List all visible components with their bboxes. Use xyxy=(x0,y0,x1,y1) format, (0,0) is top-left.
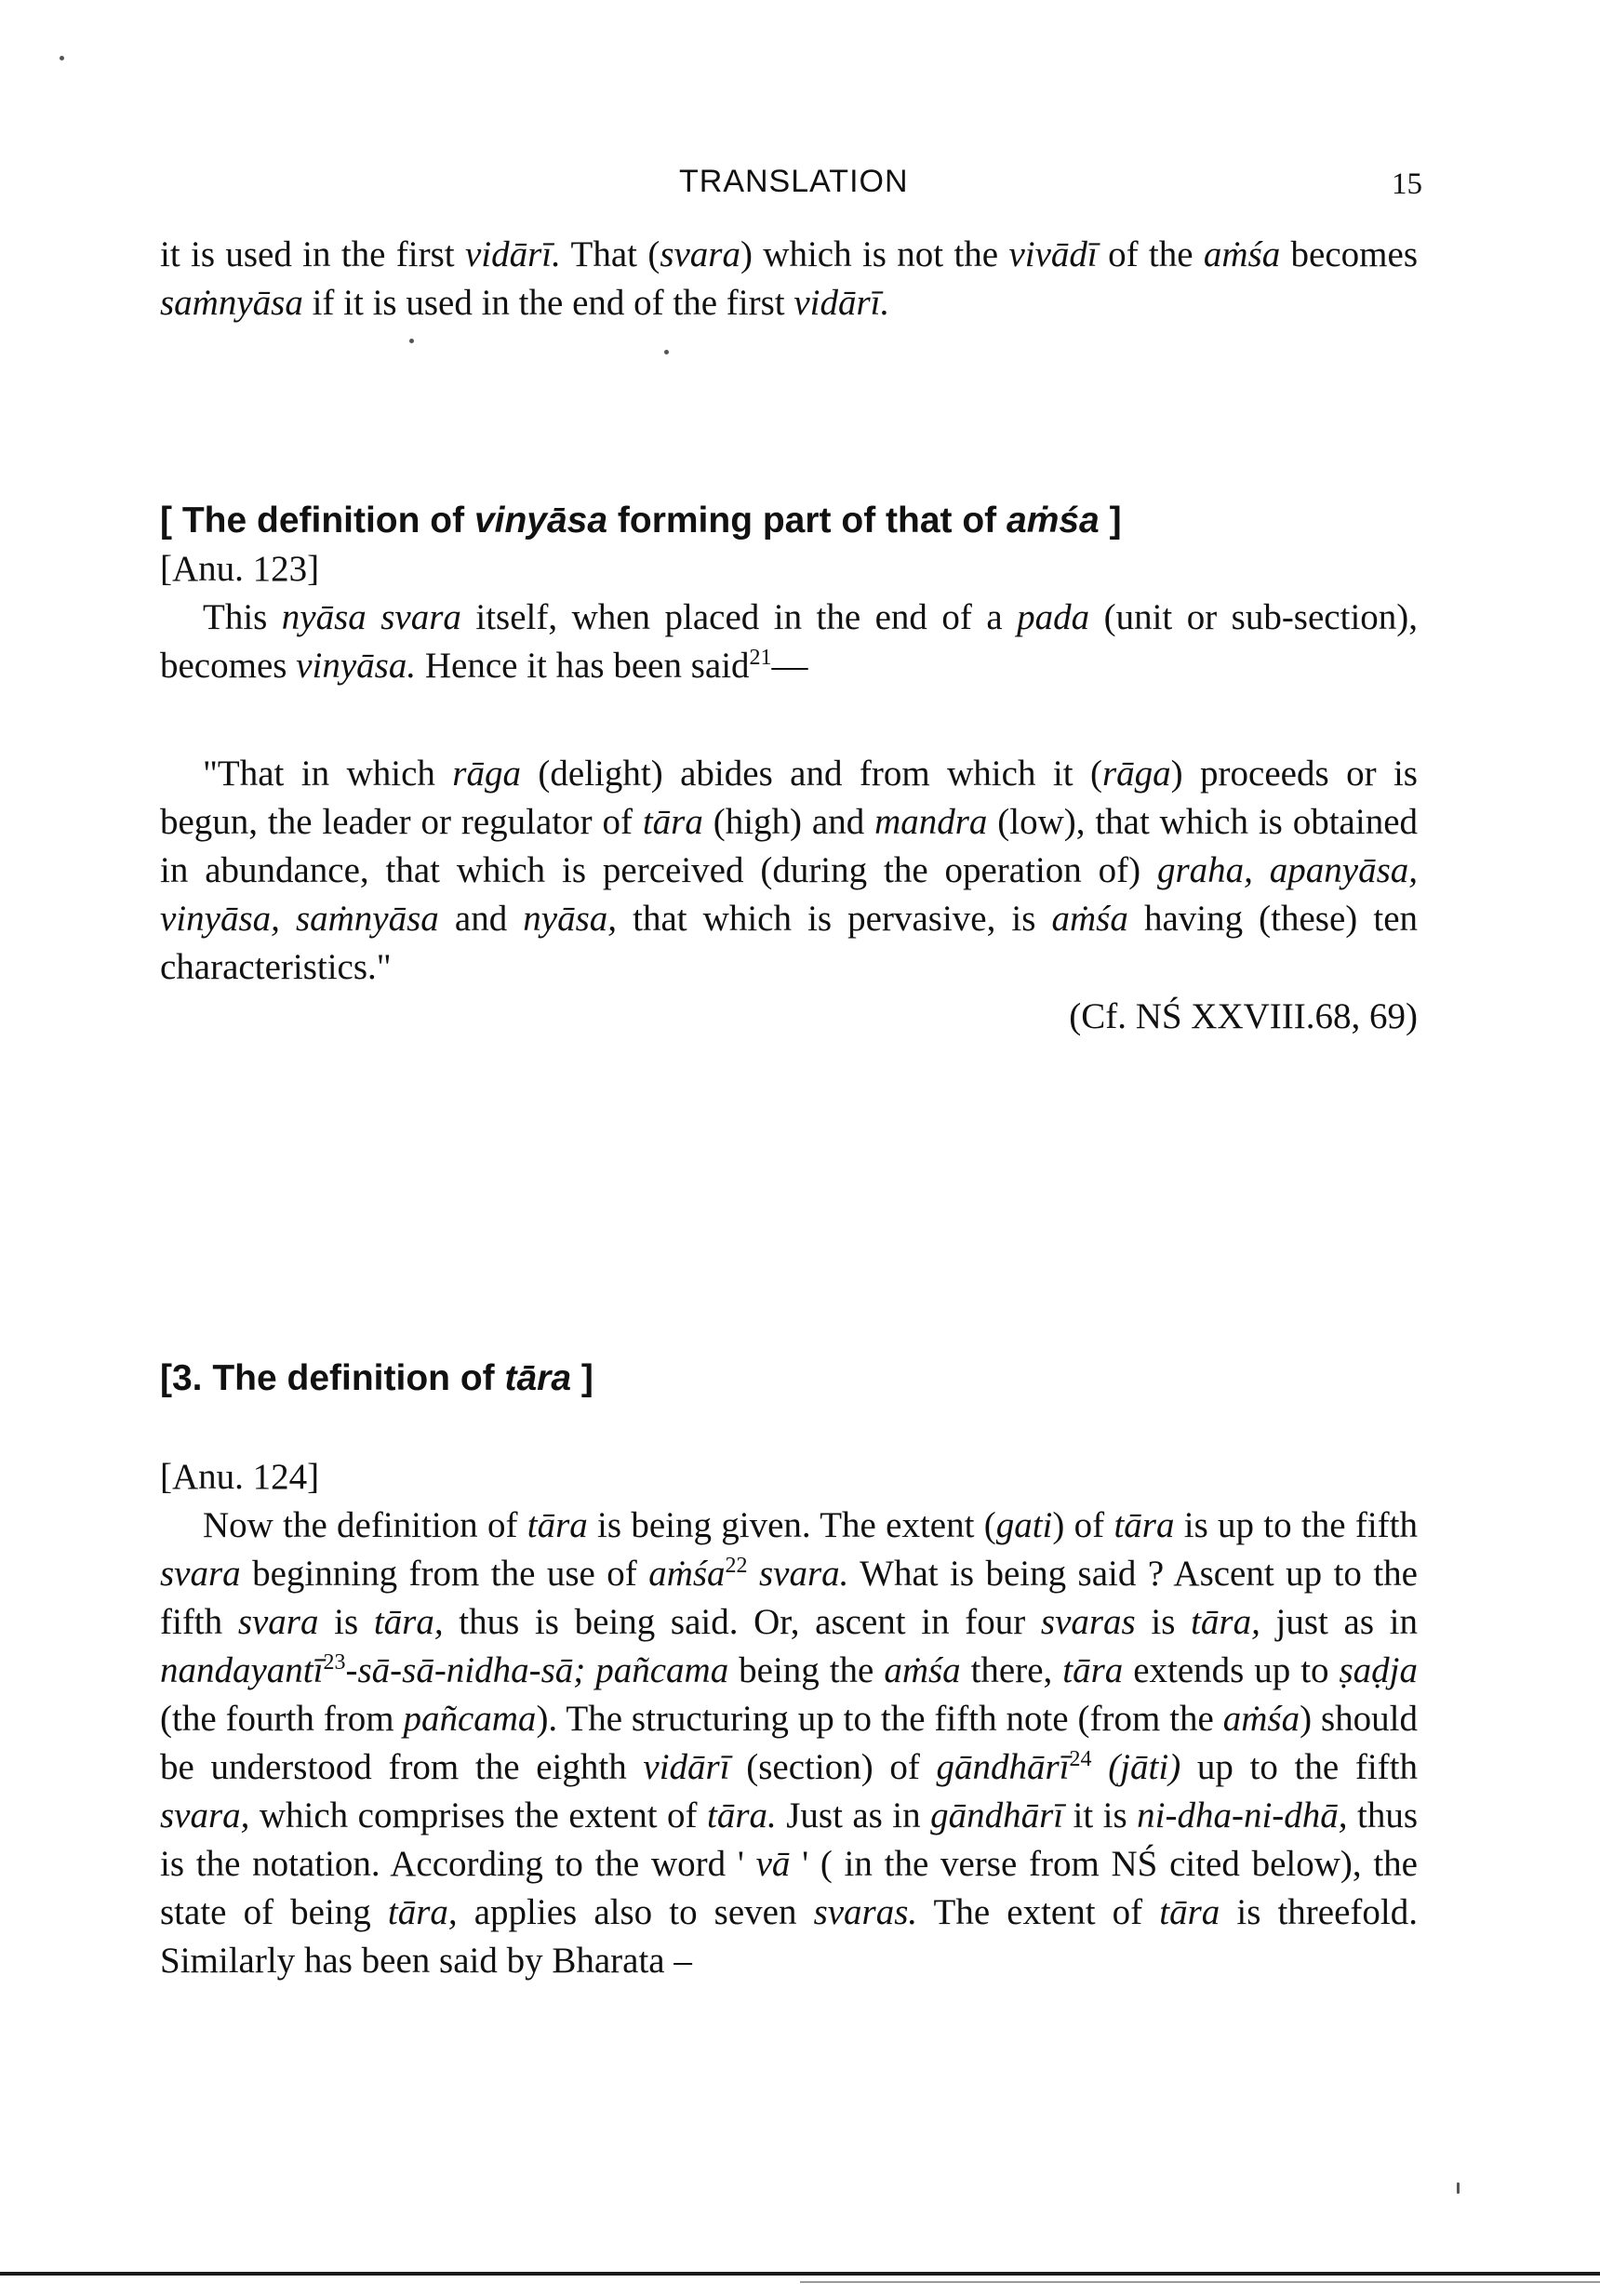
heading-term: tāra xyxy=(504,1358,572,1398)
text-run: just as in xyxy=(1260,1602,1419,1642)
italic-term: rāga xyxy=(1101,754,1171,794)
italic-term: rāga xyxy=(452,754,521,794)
italic-term: nandayantī xyxy=(160,1650,324,1690)
text-run: of the xyxy=(1097,234,1204,274)
text-run: (delight) abides and from which it ( xyxy=(520,754,1102,794)
text-run: having (these) ten characteristics." xyxy=(160,899,1419,987)
italic-term: vā xyxy=(755,1844,791,1884)
text-run: becomes xyxy=(1280,234,1418,274)
text-run: (unit or sub-section), becomes xyxy=(160,597,1419,686)
citation: (Cf. NŚ XXVIII.68, 69) xyxy=(1069,996,1418,1036)
section-heading-tara xyxy=(160,1355,593,1403)
anu-label-124: [Anu. 124] xyxy=(160,1457,320,1497)
text-run: is being given. The extent ( xyxy=(587,1505,996,1545)
text-run: Just as in xyxy=(776,1795,931,1835)
italic-term: gāndhārī xyxy=(930,1795,1064,1835)
italic-term: nyāsa svara xyxy=(281,597,461,637)
italic-term: (jāti) xyxy=(1091,1747,1181,1787)
text-run: That ( xyxy=(560,234,660,274)
text-run: which comprises the extent of xyxy=(249,1795,707,1835)
text-run: thus is being said. Or, ascent in four xyxy=(443,1602,1041,1642)
text-run: up to the fifth xyxy=(1180,1747,1418,1787)
heading-text: [ The definition of xyxy=(160,501,474,541)
page-number: 15 xyxy=(1392,167,1422,201)
italic-term: tāra xyxy=(642,802,703,842)
italic-term: tāra xyxy=(1159,1892,1220,1932)
footnote-ref: 24 xyxy=(1069,1747,1092,1771)
italic-term: ni-dha-ni-dhā, xyxy=(1137,1795,1348,1835)
text-run: (low), that which is obtained in abundance, that which is perceived (during the operation of) xyxy=(160,802,1419,890)
footnote-ref: 23 xyxy=(323,1650,346,1675)
scan-speck xyxy=(60,56,64,60)
italic-term: graha, apanyāsa, vinyāsa, saṁnyāsa xyxy=(160,850,1418,939)
text-run: ) proceeds or is begun, the leader or regulator of xyxy=(160,754,1418,842)
text-run: it is xyxy=(1063,1795,1138,1835)
paragraph-vidari xyxy=(160,231,1418,327)
italic-term: aṁśa xyxy=(884,1650,961,1690)
italic-term: gati xyxy=(995,1505,1053,1545)
text-run: extends up to xyxy=(1123,1650,1340,1690)
text-run: Now the definition of xyxy=(203,1505,527,1545)
italic-term: svara xyxy=(160,1554,241,1594)
italic-term: svaras. xyxy=(813,1892,918,1932)
running-head: TRANSLATION xyxy=(679,164,909,199)
paragraph-vinyasa xyxy=(160,594,1418,690)
text-run: (the fourth from xyxy=(160,1699,404,1739)
text-run: if it is used in the end of the first xyxy=(302,283,794,323)
scan-speck xyxy=(664,350,669,354)
italic-term: tāra xyxy=(1062,1650,1124,1690)
quote-block xyxy=(160,750,1418,992)
text-run: ) of xyxy=(1052,1505,1114,1545)
italic-term: pada xyxy=(1017,597,1090,637)
text-run: (high) and xyxy=(702,802,875,842)
italic-term: svara. xyxy=(747,1554,849,1594)
italic-term: tāra. xyxy=(707,1795,777,1835)
italic-term: tāra xyxy=(527,1505,588,1545)
heading-term: vinyāsa xyxy=(473,501,608,541)
italic-term: svaras xyxy=(1040,1602,1136,1642)
italic-term: tāra, xyxy=(373,1602,444,1642)
italic-term: svara xyxy=(660,234,740,274)
text-run: thus is the notation. According to the word ' xyxy=(160,1795,1419,1884)
italic-term: svara, xyxy=(160,1795,250,1835)
footnote-ref: 22 xyxy=(725,1554,748,1578)
italic-term: ṣaḍja xyxy=(1339,1650,1418,1690)
italic-term: saṁnyāsa xyxy=(160,283,303,323)
bottom-edge-rule xyxy=(800,2281,1600,2283)
italic-term: gāndhārī xyxy=(936,1747,1070,1787)
text-run: The extent of xyxy=(917,1892,1160,1932)
italic-term: vidārī xyxy=(643,1747,730,1787)
text-run: beginning from the use of xyxy=(240,1554,649,1594)
italic-term: aṁśa xyxy=(1222,1699,1300,1739)
text-run: and xyxy=(438,899,524,939)
scan-speck xyxy=(1457,2183,1460,2194)
text-run: it is used in the first xyxy=(160,234,465,274)
italic-term: pañcama xyxy=(403,1699,537,1739)
italic-term: tāra, xyxy=(1191,1602,1260,1642)
italic-term: vidārī. xyxy=(793,283,890,323)
heading-term: aṁśa xyxy=(1007,501,1100,541)
text-run: applies also to seven xyxy=(457,1892,814,1932)
bottom-edge-rule xyxy=(0,2272,1600,2276)
italic-term: mandra xyxy=(874,802,988,842)
text-run: This xyxy=(203,597,282,637)
text-run: is xyxy=(318,1602,374,1642)
italic-term: aṁśa xyxy=(1203,234,1281,274)
italic-term: vivādī xyxy=(1008,234,1098,274)
section-heading-vinyasa xyxy=(160,497,1122,545)
text-run: ). The structuring up to the fifth note (from the xyxy=(536,1699,1223,1739)
text-run: ) which is not the xyxy=(740,234,1009,274)
text-run: is xyxy=(1135,1602,1192,1642)
text-run: there, xyxy=(960,1650,1063,1690)
text-run: What is being said ? Ascent up to the fifth xyxy=(160,1554,1418,1642)
italic-term: tāra, xyxy=(387,1892,458,1932)
text-run: ) should be understood from the eighth xyxy=(160,1699,1418,1787)
text-run: being the xyxy=(728,1650,885,1690)
text-run: (section) of xyxy=(729,1747,937,1787)
scan-speck xyxy=(409,339,414,343)
italic-term: aṁśa xyxy=(648,1554,726,1594)
heading-text: ] xyxy=(571,1358,593,1398)
text-run: is up to the fifth xyxy=(1174,1505,1419,1545)
heading-text: [3. The definition of xyxy=(160,1358,505,1398)
italic-term: vidārī. xyxy=(464,234,561,274)
text-run: that which is pervasive, is xyxy=(617,899,1052,939)
text-run: — xyxy=(771,646,808,686)
text-run: itself, when placed in the end of a xyxy=(460,597,1018,637)
text-run: ' ( in the verse from NŚ cited below), the state of being xyxy=(160,1844,1418,1932)
italic-term: nyāsa, xyxy=(523,899,618,939)
text-run: is threefold. Similarly has been said by Bharata – xyxy=(160,1892,1418,1981)
text-run: Hence it has been said xyxy=(416,646,750,686)
footnote-ref: 21 xyxy=(749,646,772,670)
italic-term: aṁśa xyxy=(1051,899,1128,939)
italic-term: svara xyxy=(237,1602,319,1642)
heading-text: forming part of that of xyxy=(607,501,1007,541)
anu-label-123: [Anu. 123] xyxy=(160,549,320,589)
italic-term: vinyāsa. xyxy=(296,646,417,686)
paragraph-tara xyxy=(160,1502,1418,1985)
italic-term: -sā-sā-nidha-sā; pañcama xyxy=(345,1650,729,1690)
heading-text: ] xyxy=(1099,501,1122,541)
text-run: "That in which xyxy=(203,754,453,794)
italic-term: tāra xyxy=(1113,1505,1175,1545)
